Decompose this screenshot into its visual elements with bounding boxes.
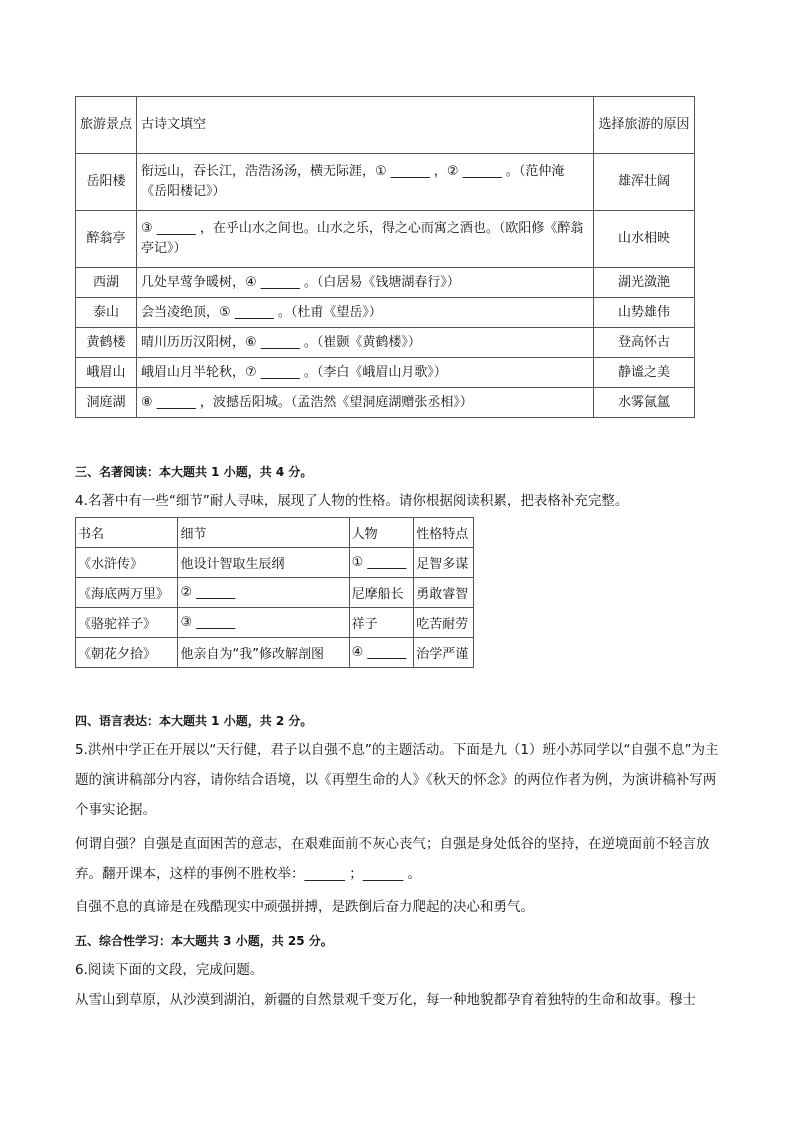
table-row (76, 154, 695, 211)
reason-cell: 水雾氤氲 (594, 388, 695, 418)
header-book: 书名 (76, 518, 178, 548)
place-cell: 醉翁亭 (76, 211, 137, 268)
table-row (76, 358, 695, 388)
place-cell: 峨眉山 (76, 358, 137, 388)
place-cell: 黄鹤楼 (76, 328, 137, 358)
speech-paragraph-1: 何谓自强？自强是直面困苦的意志，在艰难面前不灰心丧气；自强是身处低谷的坚持，在逆境面前不轻言放弃。翻开课本，这样的事例不胜枚举：______ ；______ 。 (75, 836, 710, 882)
header-trait: 性格特点 (414, 518, 474, 548)
table-row (76, 548, 474, 578)
place-cell: 洞庭湖 (76, 388, 137, 418)
book-cell: 《水浒传》 (76, 548, 178, 578)
reason-cell: 静谧之美 (594, 358, 695, 388)
reason-cell: 登高怀古 (594, 328, 695, 358)
header-character: 人物 (349, 518, 414, 548)
book-cell: 《朝花夕拾》 (76, 638, 178, 668)
table-row (76, 638, 474, 668)
header-place: 旅游景点 (76, 97, 137, 154)
table-row (76, 328, 695, 358)
detail-cell: 他设计智取生辰纲 (178, 548, 349, 578)
question-5: 5.洪州中学正在开展以“天行健，君子以自强不息”的主题活动。下面是九（1）班小苏同学以“自强不息”为主题的演讲稿部分内容，请你结合语境，以《再塑生命的人》《秋天的怀念》的两位作者为例，为演讲稿补写两个事实论据。 (75, 742, 719, 818)
fill-cell: 晴川历历汉阳树，⑥ ______ 。（崔颢《黄鹤楼》） (137, 328, 594, 358)
fill-cell: 会当凌绝顶，⑤ ______ 。（杜甫《望岳》） (137, 298, 594, 328)
reason-cell: 山势雄伟 (594, 298, 695, 328)
question-4: 4.名著中有一些“细节”耐人寻味，展现了人物的性格。请你根据阅读积累，把表格补充完整。 (75, 493, 629, 509)
trait-cell: 吃苦耐劳 (414, 608, 474, 638)
section5-heading: 五、综合性学习：本大题共 3 小题，共 25 分。 (75, 934, 333, 948)
question-6: 6.阅读下面的文段，完成问题。 (75, 962, 264, 978)
book-cell: 《海底两万里》 (76, 578, 178, 608)
table-row (76, 608, 474, 638)
reason-cell: 山水相映 (594, 211, 695, 268)
detail-cell: ③ ______ (178, 608, 349, 638)
table-row (76, 578, 474, 608)
table-row (76, 211, 695, 268)
place-cell: 岳阳楼 (76, 154, 137, 211)
book-cell: 《骆驼祥子》 (76, 608, 178, 638)
table-row (76, 388, 695, 418)
table-header-row (76, 518, 474, 548)
table-row (76, 298, 695, 328)
header-reason: 选择旅游的原因 (594, 97, 695, 154)
header-detail: 细节 (178, 518, 349, 548)
section3-heading: 三、名著阅读：本大题共 1 小题，共 4 分。 (75, 465, 313, 479)
character-cell: 尼摩船长 (349, 578, 414, 608)
classics-table (75, 517, 474, 668)
header-fill: 古诗文填空 (137, 97, 594, 154)
fill-cell: 几处早莺争暖树，④ ______ 。（白居易《钱塘湖春行》） (137, 268, 594, 298)
reason-cell: 雄浑壮阔 (594, 154, 695, 211)
character-cell: 祥子 (349, 608, 414, 638)
fill-cell: ③ ______ ，在乎山水之间也。山水之乐，得之心而寓之酒也。（欧阳修《醉翁亭记》） (137, 211, 594, 268)
fill-cell: ⑧ ______ ，波撼岳阳城。（孟浩然《望洞庭湖赠张丞相》） (137, 388, 594, 418)
table-row (76, 268, 695, 298)
character-cell: ④ ______ (349, 638, 414, 668)
reading-passage: 从雪山到草原，从沙漠到湖泊，新疆的自然景观千变万化，每一种地貌都孕育着独特的生命和故事。穆士 (75, 992, 696, 1008)
fill-cell: 峨眉山月半轮秋，⑦ ______ 。（李白《峨眉山月歌》） (137, 358, 594, 388)
section4-heading: 四、语言表达：本大题共 1 小题，共 2 分。 (75, 714, 313, 728)
table-header-row (76, 97, 695, 154)
trait-cell: 治学严谨 (414, 638, 474, 668)
detail-cell: 他亲自为“我”修改解剖图 (178, 638, 349, 668)
trait-cell: 勇敢睿智 (414, 578, 474, 608)
character-cell: ① ______ (349, 548, 414, 578)
trait-cell: 足智多谋 (414, 548, 474, 578)
reason-cell: 湖光潋滟 (594, 268, 695, 298)
poetry-fill-table (75, 96, 695, 418)
speech-paragraph-2: 自强不息的真谛是在残酷现实中顽强拼搏，是跌倒后奋力爬起的决心和勇气。 (75, 899, 534, 915)
fill-cell: 衔远山，吞长江，浩浩汤汤，横无际涯，① ______ ，② ______ 。（范仲淹《岳阳楼记》） (137, 154, 594, 211)
place-cell: 泰山 (76, 298, 137, 328)
detail-cell: ② ______ (178, 578, 349, 608)
place-cell: 西湖 (76, 268, 137, 298)
